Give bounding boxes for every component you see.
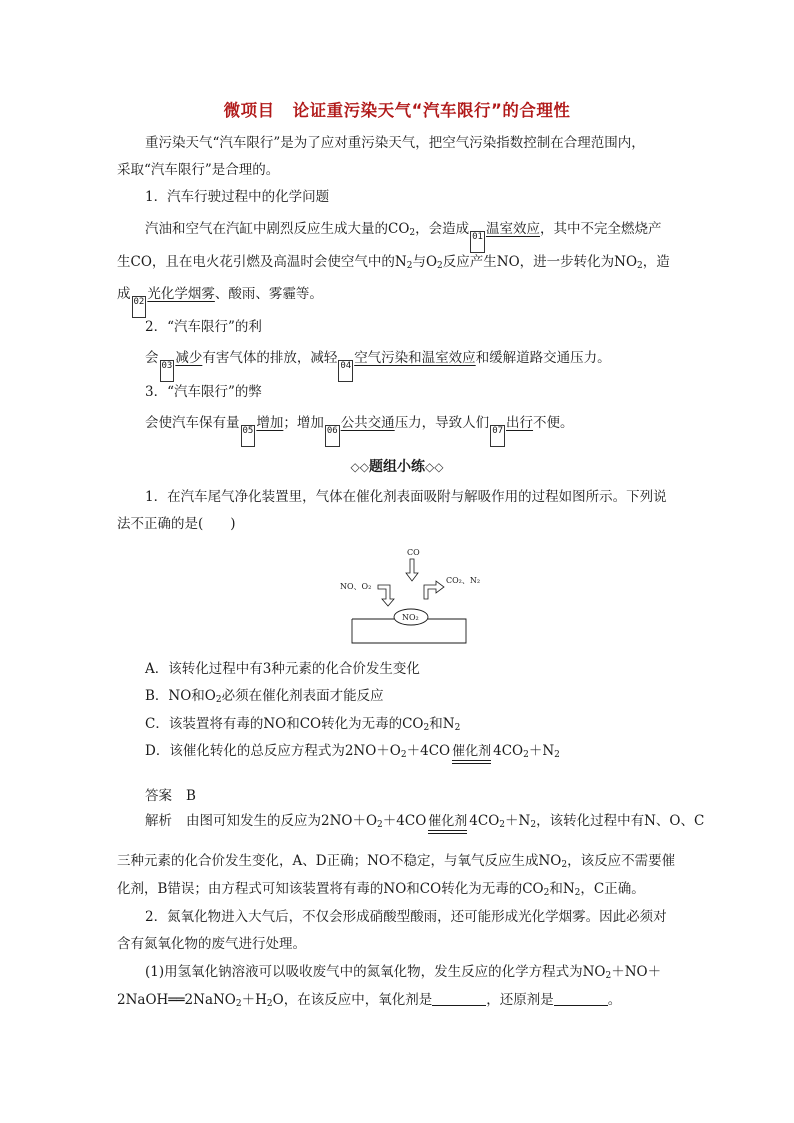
catalyst-equals-sign: 催化剂 <box>428 815 467 834</box>
section-1-heading: 1．汽车行驶过程中的化学问题 <box>145 189 330 205</box>
title-main: 论证重污染天气“汽车限行”的合理性 <box>292 101 571 120</box>
explanation-line-3: 化剂，B错误；由方程式可知该装置将有毒的NO和CO转化为无毒的$CO_2$和$N_2$，C正确。 <box>117 881 645 898</box>
fill-answer: 空气污染和温室效应 <box>354 350 476 366</box>
ornament-right-icon: ◇◇ <box>425 460 444 474</box>
question-1-stem-1: 1．在汽车尾气净化装置里，气体在催化剂表面吸附与解吸作用的过程如图所示。下列说 <box>145 489 667 505</box>
section-3-line: 会使汽车保有量 05 增加；增加 06 公共交通压力，导致人们 07 出行不便。 <box>145 413 574 447</box>
catalyst-diagram <box>330 543 481 648</box>
answer-line <box>145 786 196 806</box>
blank-number-box: 02 <box>132 296 147 318</box>
answer-blank-oxidizer[interactable] <box>432 991 486 1006</box>
section-2-line: 会 03 减少有害气体的排放，减轻 04 空气污染和温室效应和缓解道路交通压力。 <box>145 348 611 382</box>
option-c: C．该装置将有毒的NO和CO转化为无毒的$CO_2$和$N_2$ <box>145 716 461 733</box>
blank-number-box: 04 <box>338 360 353 382</box>
intro-line-1: 重污染天气“汽车限行”是为了应对重污染天气，把空气污染指数控制在合理范围内， <box>145 135 645 151</box>
explanation-line-2: 三种元素的化合价发生变化，A、D正确；NO不稳定，与氧气反应生成$NO_2$，该反应不需要催 <box>117 853 676 870</box>
fill-answer: 光化学烟雾 <box>147 286 215 302</box>
fill-answer: 增加 <box>256 415 284 431</box>
diagram-left-label: NO、O₂ <box>340 582 372 591</box>
blank-number-box: 06 <box>325 425 340 447</box>
question-2-stem-1: 2．氮氧化物进入大气后，不仅会形成硝酸型酸雨，还可能形成光化学烟雾。因此必须对 <box>145 909 667 925</box>
blank-number-box: 07 <box>490 425 505 447</box>
question-2-part-1-line-1: (1)用氢氧化钠溶液可以吸收废气中的氮氧化物，发生反应的化学方程式为$NO_2+NO+$ <box>145 964 662 981</box>
diagram-center-label: NO₂ <box>402 613 419 622</box>
section-1-line-3: 成 02 光化学烟雾、酸雨、雾霾等。 <box>117 284 323 318</box>
down-arrow-icon <box>406 559 418 581</box>
fill-answer: 公共交通 <box>340 415 395 431</box>
diagram-co-label: CO <box>407 548 420 557</box>
practice-section-heading <box>0 456 794 476</box>
page-title <box>0 97 794 121</box>
explanation-label: 解析 <box>145 813 172 829</box>
answer-value: B <box>186 788 196 804</box>
explanation-line-1: 解析 由图可知发生的反应为$2NO+O_2+4CO$ 催化剂 $4CO_2+N_2$，该转化过程中有N、O、C <box>145 812 704 834</box>
bent-arrow-icon <box>378 585 394 606</box>
answer-blank-reducer[interactable] <box>554 991 608 1006</box>
blank-number-box: 05 <box>241 425 256 447</box>
question-1-stem-2: 法不正确的是( ) <box>117 516 236 532</box>
question-2-part-1-line-2: $2NaOH══2NaNO_2+H_2O$，在该反应中，氧化剂是 ，还原剂是 。 <box>117 992 622 1009</box>
intro-line-2: 采取“汽车限行”是合理的。 <box>117 162 280 178</box>
catalyst-equals-sign: 催化剂 <box>452 745 491 764</box>
question-2-stem-2: 含有氮氧化物的废气进行处理。 <box>117 936 306 952</box>
option-d: D．该催化转化的总反应方程式为$2NO+O_2+4CO$ 催化剂 $4CO_2+N_2$ <box>145 742 560 764</box>
fill-answer: 温室效应 <box>485 221 540 237</box>
diagram-right-label: CO₂、N₂ <box>446 576 481 585</box>
section-2-heading: 2．“汽车限行”的利 <box>145 319 262 335</box>
section-1-line-1: 汽油和空气在汽缸中剧烈反应生成大量的$CO_2$，会造成 01 温室效应，其中不完全燃烧产 <box>145 219 661 253</box>
blank-number-box: 03 <box>160 360 175 382</box>
up-arrow-icon <box>424 581 444 599</box>
title-prefix: 微项目 <box>223 101 275 120</box>
option-a: A．该转化过程中有3种元素的化合价发生变化 <box>145 661 420 677</box>
section-1-line-2: 生CO，且在电火花引燃及高温时会使空气中的$N_2$与$O_2$反应产生NO，进一步转化为$NO_2$，造 <box>117 254 670 271</box>
option-b: B．NO和$O_2$必须在催化剂表面才能反应 <box>145 688 384 705</box>
section-3-heading: 3．“汽车限行”的弊 <box>145 384 262 400</box>
ornament-left-icon: ◇◇ <box>350 460 369 474</box>
blank-number-box: 01 <box>470 231 485 253</box>
practice-label: 题组小练 <box>369 459 425 475</box>
fill-answer: 减少 <box>175 350 203 366</box>
fill-answer: 出行 <box>506 415 534 431</box>
answer-label: 答案 <box>145 788 172 804</box>
